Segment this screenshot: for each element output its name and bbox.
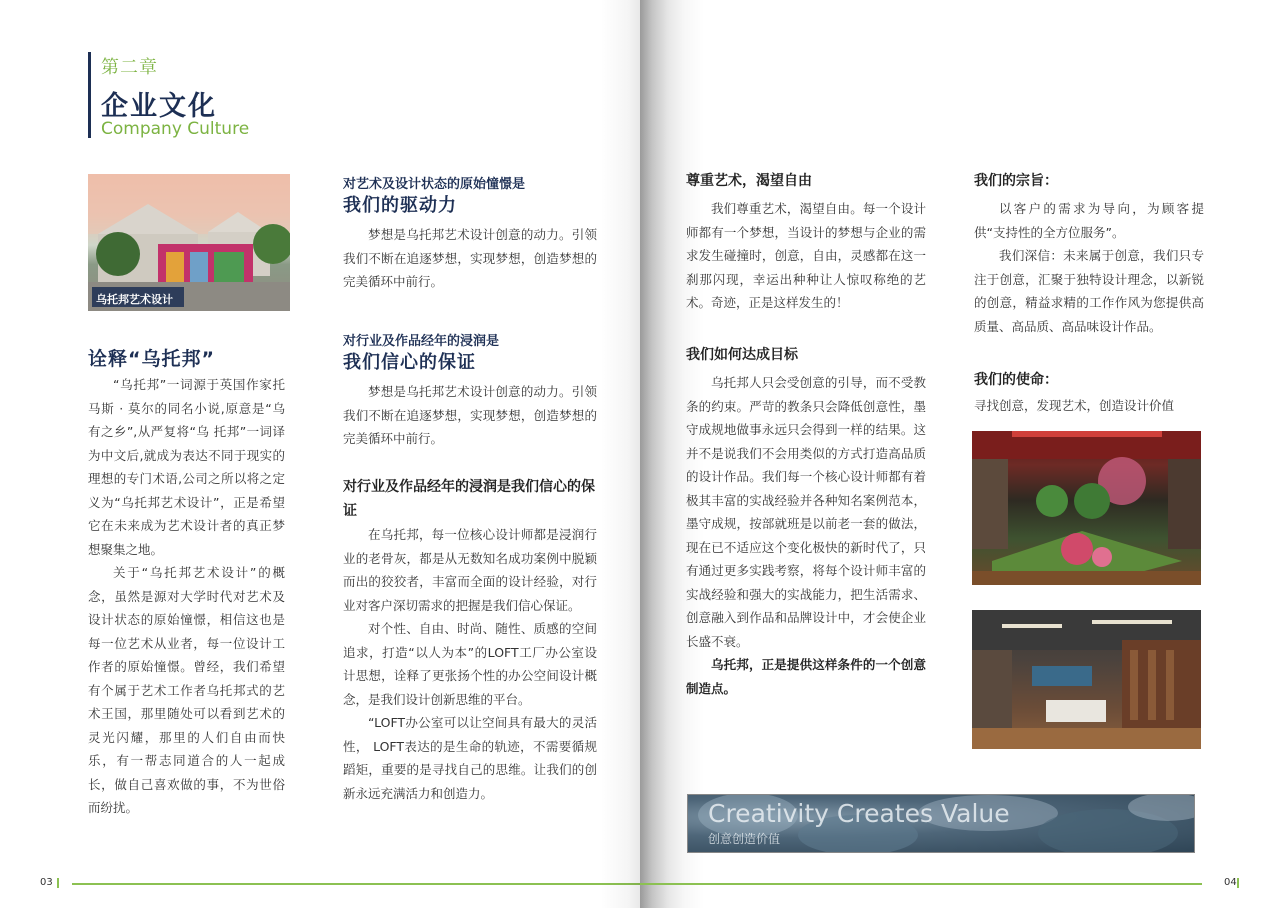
chapter-number: 第二章 [101, 57, 158, 78]
chapter-accent-bar [88, 52, 91, 138]
banner-chinese: 创意创造价值 [708, 832, 781, 846]
utopia-paragraph: 关于“乌托邦艺术设计”的概念，虽然是源对大学时代对艺术及设计状态的原始憧憬，相信这也是每一位艺术从业者，每一位设计工作者的原始憧憬。曾经，我们希望有个属于艺术工作者乌托邦式的艺术王国，那里随处可以看到艺术的灵光闪耀，那里的人们自由而快乐，有一帮志同道合的人一起成长，做自己喜欢做的事，不为世俗而纷扰。 [88, 565, 285, 815]
goal-closing: 乌托邦，正是提供这样条件的一个创意制造点。 [686, 657, 926, 696]
office-photo [972, 610, 1201, 749]
purpose-text [974, 197, 1204, 338]
drive-paragraph: 梦想是乌托邦艺术设计创意的动力。引领我们不断在追逐梦想，实现梦想，创造梦想的完美循环中前行。 [343, 227, 597, 289]
chapter-english-title: Company Culture [101, 119, 250, 139]
experience-heading: 对行业及作品经年的浸润是我们信心的保证 [343, 479, 595, 519]
experience-paragraph: “LOFT办公室可以让空间具有最大的灵活性， LOFT表达的是生命的轨迹，不需要循规蹈矩，重要的是寻找自己的思维。让我们的创新永远充满活力和创造力。 [343, 715, 597, 801]
drive-kicker: 对艺术及设计状态的原始憧憬是 [343, 177, 526, 192]
respect-heading: 尊重艺术，渴望自由 [686, 173, 812, 189]
banner-english: Creativity Creates Value [708, 799, 1010, 828]
goal-text [686, 371, 926, 700]
respect-paragraph: 我们尊重艺术，渴望自由。每一个设计师都有一个梦想，当设计的梦想与企业的需求发生碰撞时，创意，自由，灵感都在这一刹那闪现，幸运出种种让人惊叹称绝的艺术。奇迹，正是这样发生的！ [686, 201, 926, 310]
mission-text: 寻找创意，发现艺术，创造设计价值 [974, 398, 1175, 413]
purpose-heading: 我们的宗旨： [974, 173, 1058, 189]
purpose-paragraph: 我们深信：未来属于创意，我们只专注于创意，汇聚于独特设计理念，以新锐的创意，精益求精的工作作风为您提供高质量、高品质、高品味设计作品。 [974, 248, 1204, 334]
footer-rule-right [640, 883, 1202, 885]
confidence-paragraph: 梦想是乌托邦艺术设计创意的动力。引领我们不断在追逐梦想，实现梦想，创造梦想的完美循环中前行。 [343, 384, 597, 446]
page-number-right: 04 [1224, 877, 1237, 888]
garden-photo [972, 431, 1201, 585]
utopia-paragraph: “乌托邦”一词源于英国作家托马斯 · 莫尔的同名小说,原意是“乌有之乡”,从严复将“乌 托邦”一词译为中文后,就成为表达不同于现实的理想的专门术语,公司之所以将之定义为“乌托邦艺术设计”，正是希望它在未来成为艺术设计者的真正梦想聚集之地。 [88, 377, 285, 557]
drive-text [343, 223, 597, 294]
section-title-utopia: 诠释“乌托邦” [88, 348, 215, 370]
utopia-text [88, 373, 285, 820]
chapter-title: 企业文化 [101, 91, 217, 122]
page-number-tick-left [57, 878, 59, 888]
building-photo [88, 174, 290, 311]
confidence-kicker: 对行业及作品经年的浸润是 [343, 334, 500, 349]
creativity-banner [687, 794, 1195, 853]
experience-paragraph: 对个性、自由、时尚、随性、质感的空间追求，打造“以人为本”的LOFT工厂办公室设计思想，诠释了更张扬个性的办公空间设计概念，是我们设计创新思维的平台。 [343, 621, 597, 707]
purpose-paragraph: 以客户的需求为导向，为顾客提供“支持性的全方位服务”。 [974, 201, 1204, 240]
drive-heading: 我们的驱动力 [343, 195, 457, 216]
confidence-text [343, 380, 597, 451]
confidence-heading: 我们信心的保证 [343, 352, 476, 373]
goal-paragraph: 乌托邦人只会受创意的引导，而不受教条的约束。严苛的教条只会降低创意性，墨守成规地做事永远只会得到一样的结果。这并不是说我们不会用类似的方式打造高品质的设计作品。我们每一个核心设计师都有着极其丰富的实战经验并各种知名案例范本，墨守成规，按部就班是以前老一套的做法，现在已不适应这个变化极快的新时代了，只有通过更多实践考察，将每个设计师丰富的实战经验和强大的实战能力，把生活需求、创意融入到作品和品牌设计中，才会使企业长盛不衰。 [686, 375, 926, 649]
building-photo-label: 乌托邦艺术设计 [96, 293, 173, 306]
spine-shadow [600, 0, 640, 908]
garden-illustration [972, 431, 1201, 585]
page-number-left: 03 [40, 877, 53, 888]
experience-paragraph: 在乌托邦，每一位核心设计师都是浸润行业的老骨灰，都是从无数知名成功案例中脱颖而出的狡狡者，丰富而全面的设计经验，对行业对客户深切需求的把握是我们信心保证。 [343, 527, 597, 613]
goal-heading: 我们如何达成目标 [686, 347, 798, 363]
respect-text [686, 197, 926, 315]
mission-heading: 我们的使命： [974, 372, 1058, 388]
footer-rule-left [72, 883, 640, 885]
page-number-tick-right [1237, 878, 1239, 888]
experience-text [343, 523, 597, 805]
office-illustration [972, 610, 1201, 749]
